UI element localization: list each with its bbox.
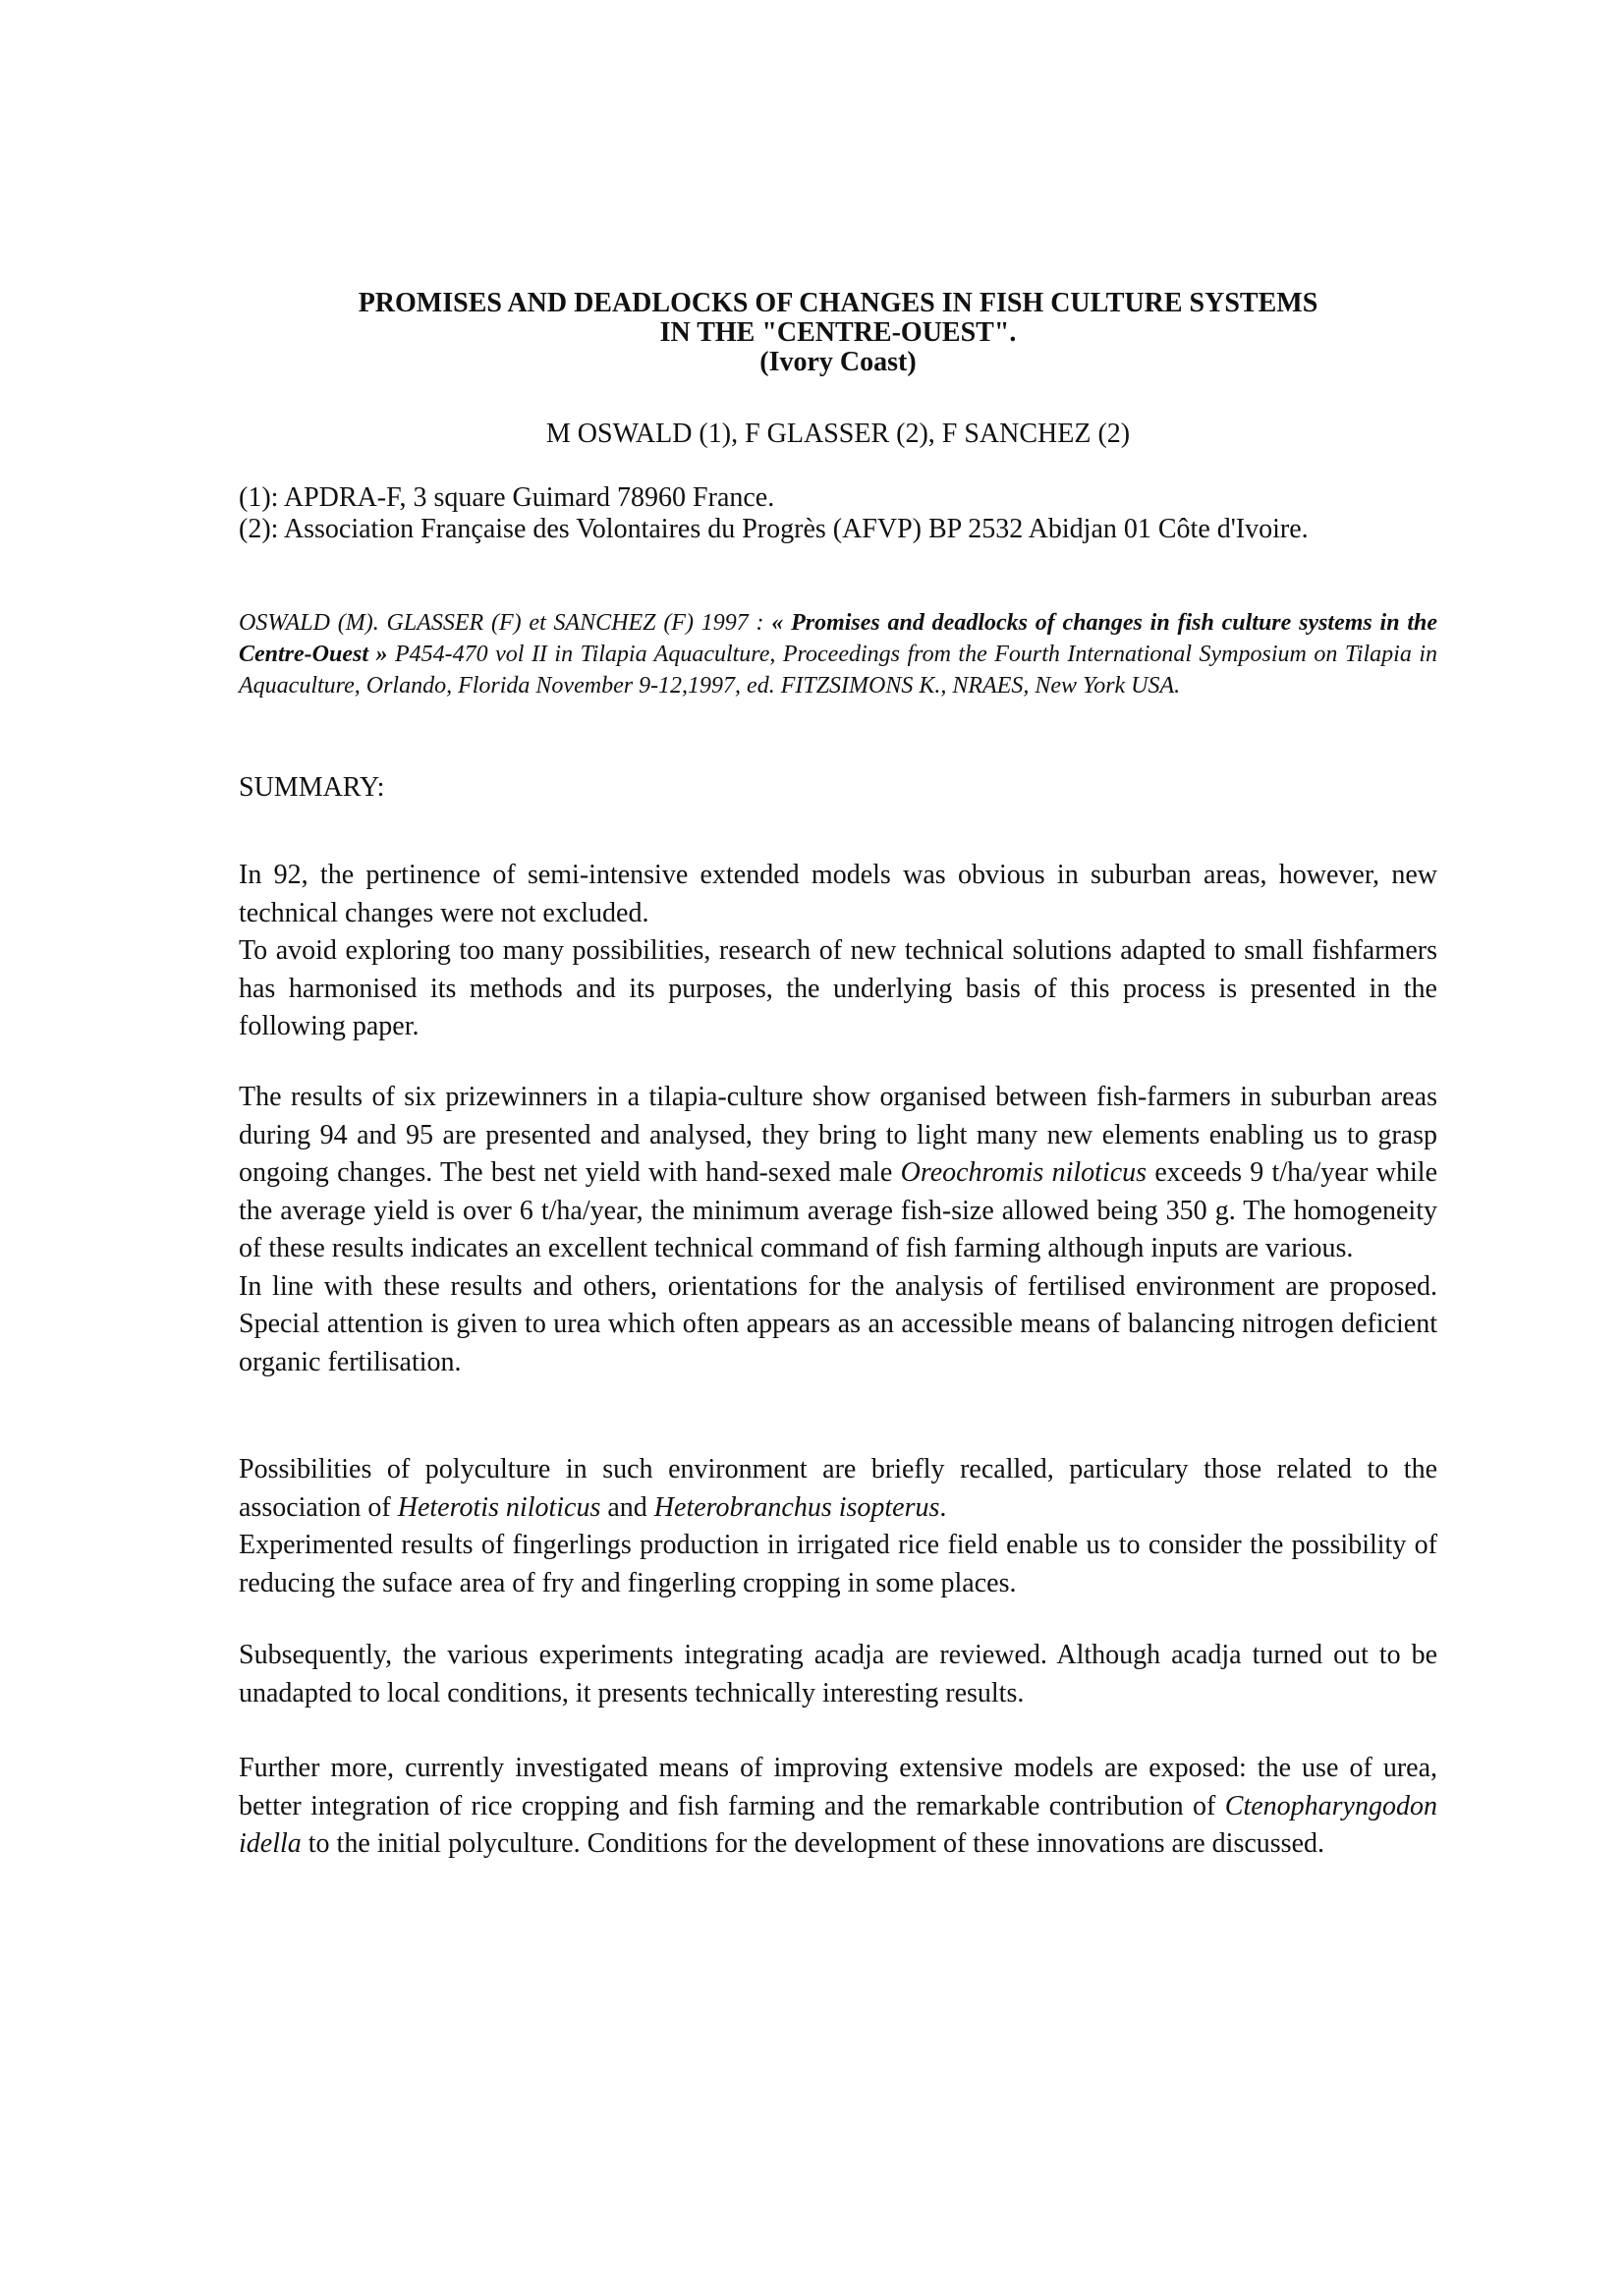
paragraph-5-text-mid: and [600, 1491, 654, 1523]
title-line-2: IN THE "CENTRE-OUEST". [659, 317, 1017, 348]
paragraph-4: In line with these results and others, orientations for the analysis of fertilised environment are proposed. Special attention is given to urea which often appears as an accessible means of balancing nitrogen deficient organic fertilisation. [239, 1270, 1437, 1377]
species-name: Ctenopharyngodon idella [239, 1790, 1437, 1859]
citation-title: « Promises and deadlocks of changes in fish culture systems in the Centre-Ouest » [239, 610, 1437, 667]
affiliation-2: (2): Association Française des Volontaires du Progrès (AFVP) BP 2532 Abidjan 01 Côte d'Ivoire. [239, 514, 1309, 544]
summary-block-3 [239, 1451, 1437, 1602]
summary-block-1 [239, 857, 1437, 1046]
paragraph-1: In 92, the pertinence of semi-intensive extended models was obvious in suburban areas, however, new technical changes were not excluded. [239, 860, 1437, 928]
paragraph-8-text-a: Further more, currently investigated means of improving extensive models are exposed: the use of urea, better integration of rice cropping and fish farming and the remarkable contribution of [239, 1753, 1437, 1821]
citation-reference [239, 607, 1437, 701]
paragraph-3-text-a: The results of six prizewinners in a tilapia-culture show organised between fish-farmers in suburban areas during 94 and 95 are presented and analysed, they bring to light many new elements enabling us to grasp ongoing changes. The best net yield with hand-sexed male [239, 1082, 1437, 1188]
author-list: M OSWALD (1), F GLASSER (2), F SANCHEZ (2) [545, 419, 1131, 449]
citation-source: P454-470 vol II in Tilapia Aquaculture, Proceedings from the Fourth International Symposium on Tilapia in Aquaculture, Orlando, Florida November 9-12,1997, ed. FITZSIMONS K., NRAES, New York USA. [239, 642, 1438, 699]
paragraph-5-text-a: Possibilities of polyculture in such environment are briefly recalled, particulary those related to the association of [239, 1454, 1437, 1523]
paragraph-3-text-b: exceeds 9 t/ha/year while the average yield is over 6 t/ha/year, the minimum average fish-size allowed being 350 g. The homogeneity of these results indicates an excellent technical command of fish farming although inputs are various. [239, 1157, 1437, 1263]
paragraph-8-text-b: to the initial polyculture. Conditions for the development of these innovations are discussed. [301, 1828, 1325, 1859]
title-line-1: PROMISES AND DEADLOCKS OF CHANGES IN FISH CULTURE SYSTEMS [358, 288, 1318, 318]
paragraph-5 [239, 1451, 1437, 1527]
title-line-3: (Ivory Coast) [759, 347, 917, 377]
paragraph-2: To avoid exploring too many possibilities, research of new technical solutions adapted to small fishfarmers has harmonised its methods and its purposes, the underlying basis of this process is presented in the following paper. [239, 935, 1437, 1041]
paragraph-8 [239, 1750, 1437, 1864]
paragraph-3 [239, 1079, 1437, 1268]
paragraph-7: Subsequently, the various experiments integrating acadja are reviewed. Although acadja turned out to be unadapted to local conditions, it presents technically interesting results. [239, 1640, 1437, 1708]
species-name: Oreochromis niloticus [900, 1157, 1148, 1188]
summary-heading: SUMMARY: [239, 772, 385, 803]
species-name: Heterobranchus isopterus [653, 1491, 940, 1523]
summary-block-4 [239, 1637, 1437, 1712]
affiliation-1: (1): APDRA-F, 3 square Guimard 78960 France. [239, 482, 775, 513]
citation-authors: OSWALD (M). GLASSER (F) et SANCHEZ (F) 1997 : [239, 610, 772, 636]
paragraph-5-text-end: . [939, 1491, 947, 1523]
paper-title [239, 289, 1437, 377]
summary-block-2 [239, 1079, 1437, 1381]
species-name: Heterotis niloticus [397, 1491, 601, 1523]
paragraph-6: Experimented results of fingerlings production in irrigated rice field enable us to consider the possibility of reducing the suface area of fry and fingerling cropping in some places. [239, 1530, 1437, 1598]
summary-block-5 [239, 1750, 1437, 1864]
affiliation-list [239, 482, 1437, 545]
